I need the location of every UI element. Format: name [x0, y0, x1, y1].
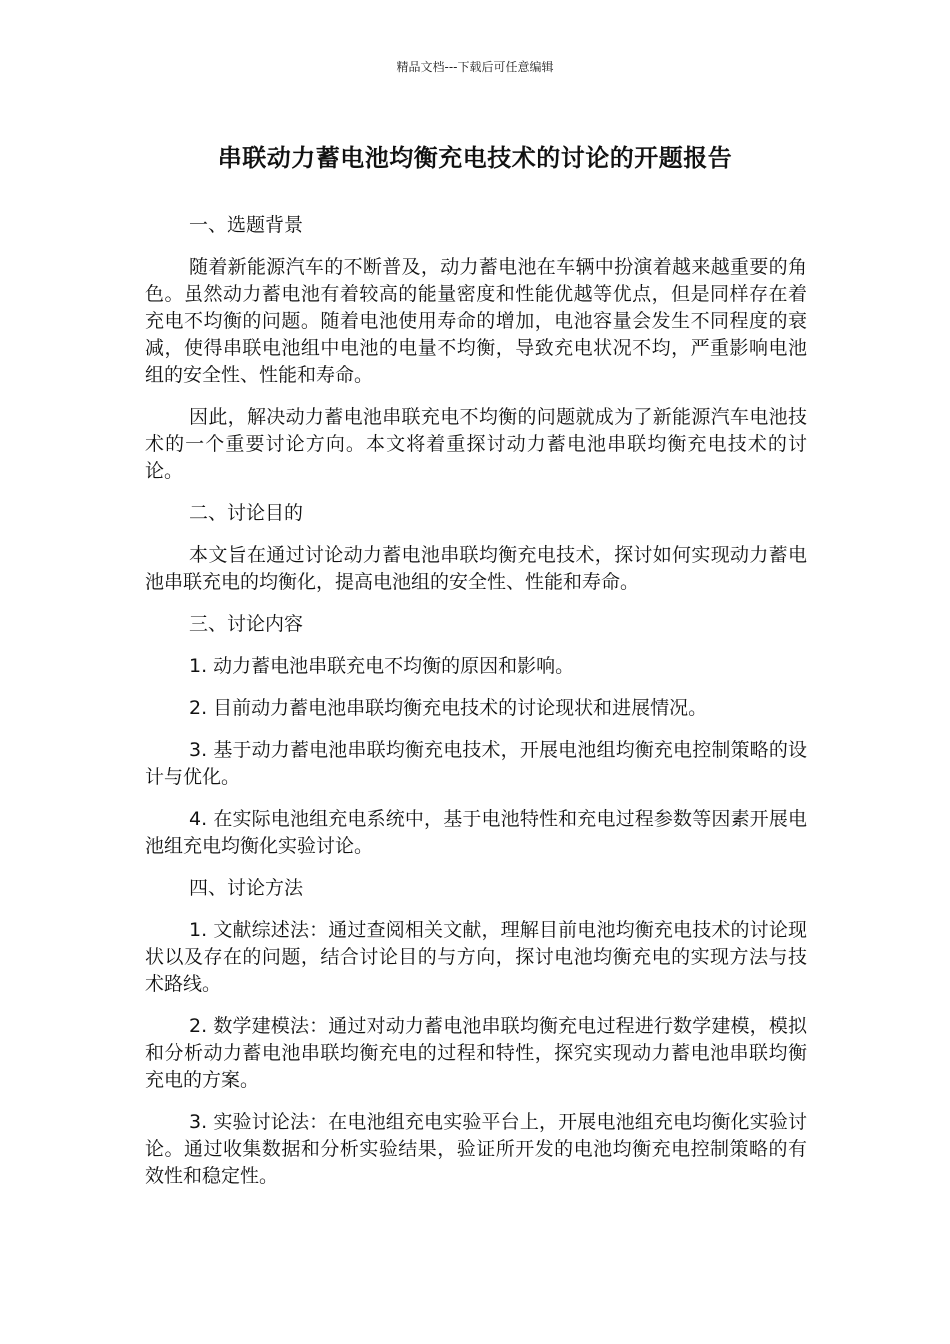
- section-heading-methods: 四、讨论方法: [189, 877, 304, 899]
- method-item-1: 1. 文献综述法：通过查阅相关文献，理解目前电池均衡充电技术的讨论现状以及存在的问题，结合讨论目的与方向，探讨电池均衡充电的实现方法与技术路线。: [145, 919, 807, 995]
- content-item-2: 2. 目前动力蓄电池串联均衡充电技术的讨论现状和进展情况。: [189, 697, 708, 719]
- method-item-2: 2. 数学建模法：通过对动力蓄电池串联均衡充电过程进行数学建模，模拟和分析动力蓄电池串联均衡充电的过程和特性，探究实现动力蓄电池串联均衡充电的方案。: [145, 1015, 807, 1091]
- paragraph-background-2: 因此，解决动力蓄电池串联充电不均衡的问题就成为了新能源汽车电池技术的一个重要讨论方向。本文将着重探讨动力蓄电池串联均衡充电技术的讨论。: [145, 406, 807, 482]
- document-body: [145, 212, 807, 1205]
- section-heading-content: 三、讨论内容: [189, 613, 304, 635]
- document-title: 串联动力蓄电池均衡充电技术的讨论的开题报告: [217, 144, 733, 172]
- content-item-1: 1. 动力蓄电池串联充电不均衡的原因和影响。: [189, 655, 575, 677]
- paragraph-background-1: 随着新能源汽车的不断普及，动力蓄电池在车辆中扮演着越来越重要的角色。虽然动力蓄电池有着较高的能量密度和性能优越等优点，但是同样存在着充电不均衡的问题。随着电池使用寿命的增加，电池容量会发生不同程度的衰减，使得串联电池组中电池的电量不均衡，导致充电状况不均，严重影响电池组的安全性、性能和寿命。: [145, 256, 807, 386]
- paragraph-purpose: 本文旨在通过讨论动力蓄电池串联均衡充电技术，探讨如何实现动力蓄电池串联充电的均衡化，提高电池组的安全性、性能和寿命。: [145, 544, 807, 593]
- method-item-3: 3. 实验讨论法：在电池组充电实验平台上，开展电池组充电均衡化实验讨论。通过收集数据和分析实验结果，验证所开发的电池均衡充电控制策略的有效性和稳定性。: [145, 1111, 807, 1187]
- content-item-4: 4. 在实际电池组充电系统中，基于电池特性和充电过程参数等因素开展电池组充电均衡化实验讨论。: [145, 808, 807, 857]
- section-heading-background: 一、选题背景: [189, 214, 304, 236]
- section-heading-purpose: 二、讨论目的: [189, 502, 304, 524]
- header-note: 精品文档---下载后可任意编辑: [396, 60, 554, 74]
- content-item-3: 3. 基于动力蓄电池串联均衡充电技术，开展电池组均衡充电控制策略的设计与优化。: [145, 739, 807, 788]
